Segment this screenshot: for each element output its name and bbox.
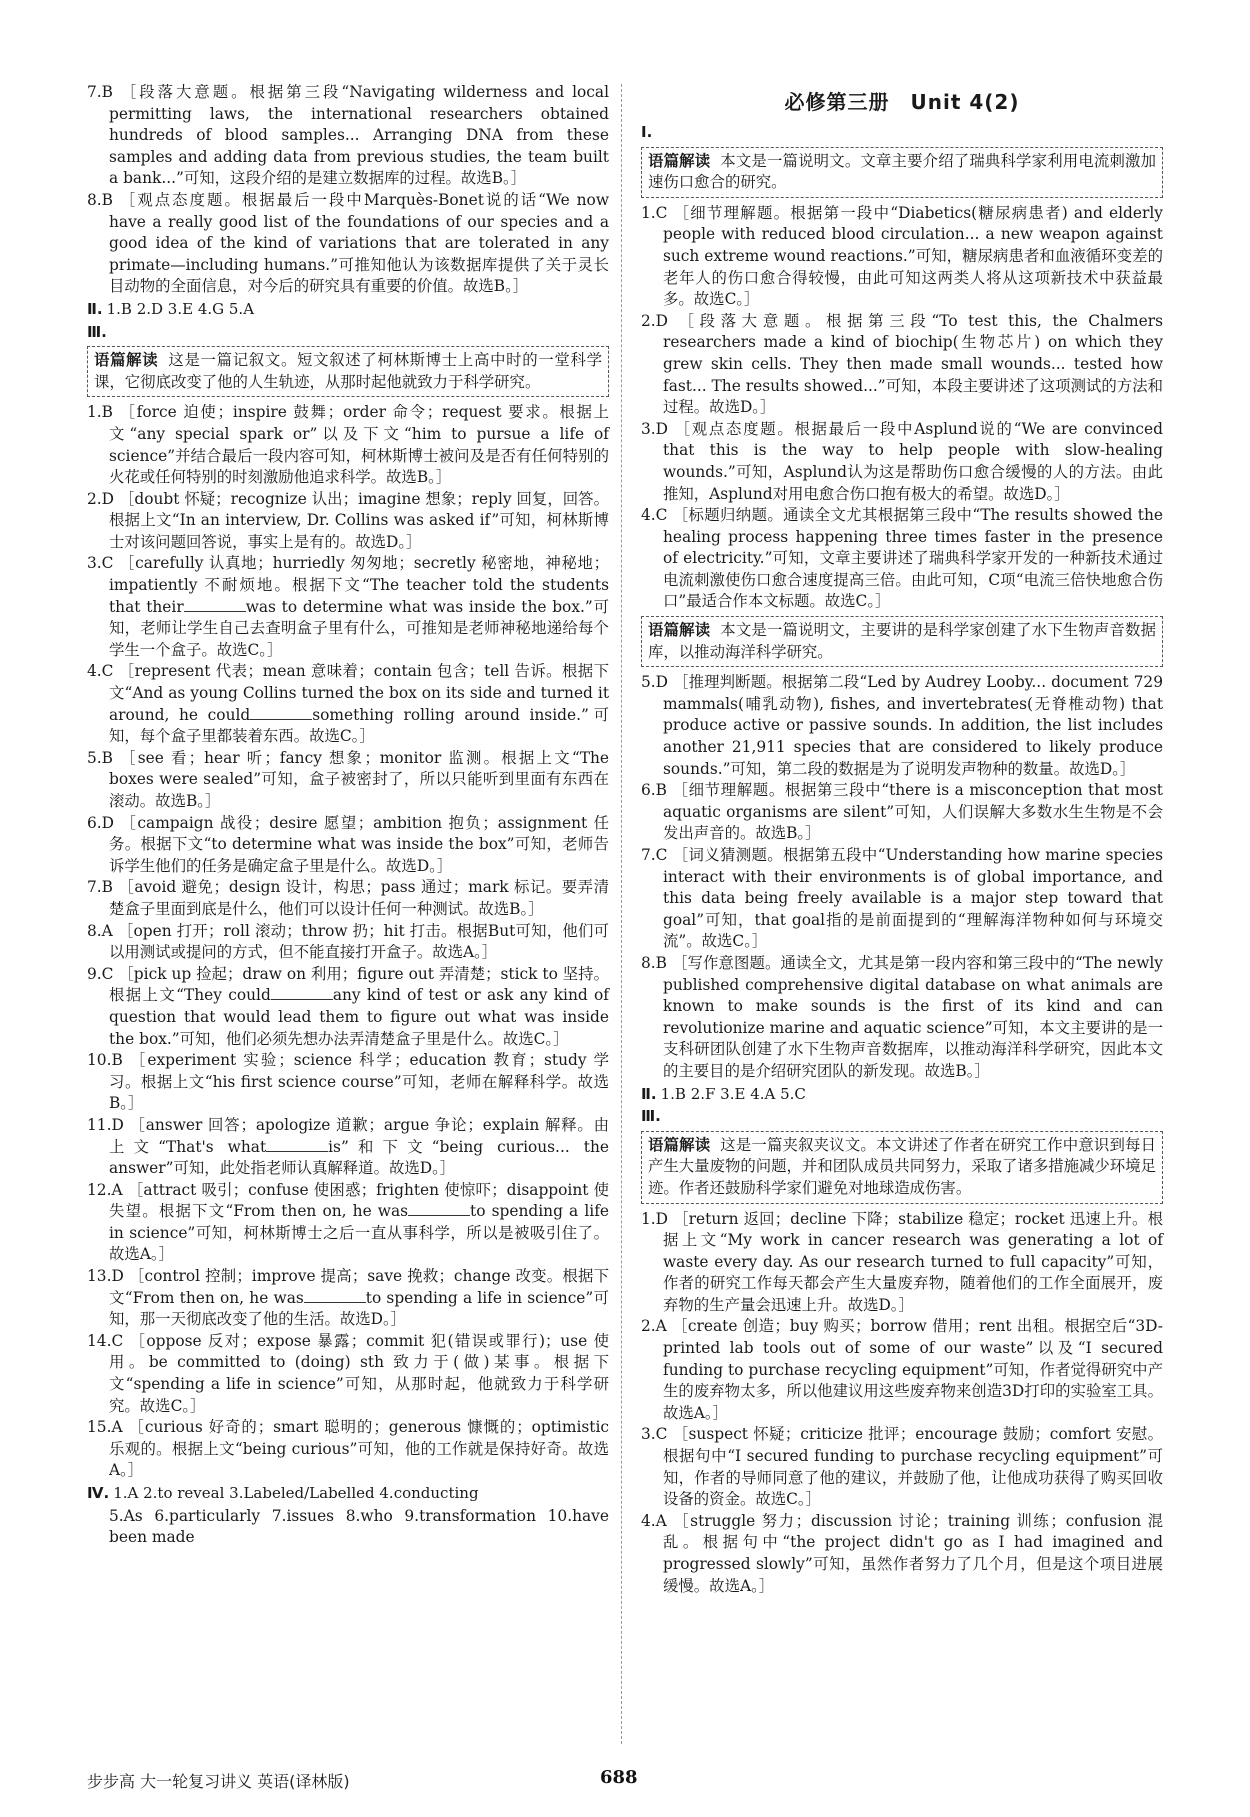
guide-tag: 语篇解读	[648, 621, 711, 640]
answer-item: 3.C ［carefully 认真地；hurriedly 匆匆地；secretly 秘密地，神秘地；impatiently 不耐烦地。根据下文“The teacher told the students that their was to determine what was inside the box.”可知，老师让学生自己去查明盒子里有什么，可推知是老师神秘地递给每个学生一个盒子。故选C。］	[87, 554, 609, 659]
passage-guide-box	[641, 616, 1163, 667]
guide-text: 这是一篇记叙文。短文叙述了柯林斯博士上高中时的一堂科学课，它彻底改变了他的人生轨迹，从那时起他就致力于科学研究。	[94, 351, 602, 391]
answer-item: 1.C ［细节理解题。根据第一段中“Diabetics(糖尿病患者) and elderly people with reduced blood circulation... a new weapon against such extreme wound reactions.”可知，糖尿病患者和血液循环变差的老年人的伤口愈合得较慢，由此可知这两类人将从这项新技术中获益最多。故选C。］	[641, 203, 1163, 309]
answer-item: 4.C ［represent 代表；mean 意味着；contain 包含；tell 告诉。根据下文“And as young Collins turned the box on its side and turned it around, he could something rolling around inside.”可知，每个盒子里都装着东西。故选C。］	[87, 662, 609, 746]
blank-line	[408, 1202, 470, 1216]
answer-item: 7.B ［avoid 避免；design 设计，构思；pass 通过；mark 标记。要弄清楚盒子里面到底是什么，他们可以设计任何一种测试。故选B。］	[87, 878, 609, 918]
answer-item: 4.A ［struggle 努力；discussion 讨论；training 训练；confusion 混乱。根据句中“the project didn't go as I had imagined and progressed slowly”可知，虽然作者努力了几个月，但是这个项目进展缓慢。故选A。］	[641, 1511, 1163, 1595]
answer-item: 3.C ［suspect 怀疑；criticize 批评；encourage 鼓励；comfort 安慰。根据句中“I secured funding to purchase recycling equipment”可知，作者的导师同意了他的建议，并鼓励了他，让他成功获得了购买回收设备的资金。故选C。］	[641, 1425, 1163, 1509]
answer-item: 8.B ［写作意图题。通读全文，尤其是第一段内容和第三段中的“The newly published comprehensive digital database on what animals are known to make sounds is the first of its kind and can revolutionize marine and aquatic science”可知，本文主要讲的是一支科研团队创建了水下生物声音数据库，以推动海洋科学研究，因此本文的主要目的是介绍研究团队的新发现。故选B。］	[641, 953, 1163, 1080]
answer-item: 8.B ［观点态度题。根据最后一段中Marquès-Bonet说的话“We now have a really good list of the foundations of our species and a good idea of the kind of variations that are tolerated in any primate—including humans.”可推知他认为该数据库提供了关于灵长目动物的全面信息，对今后的研究具有重要的价值。故选B。］	[87, 190, 609, 296]
guide-tag: 语篇解读	[648, 1135, 711, 1154]
answer-item: 5.B ［see 看；hear 听；fancy 想象；monitor 监测。根据上文“The boxes were sealed”可知，盒子被密封了，所以只能听到里面有东西在滚动。故选B。］	[87, 748, 609, 810]
section-three-heading: Ⅲ.	[87, 322, 107, 341]
answer-item: 8.A ［open 打开；roll 滚动；throw 扔；hit 打击。根据But可知，他们可以用测试或提问的方式，但不能直接打开盒子。故选A。］	[87, 921, 609, 962]
book-title-footer: 步步高 大一轮复习讲义 英语(译林版)	[87, 1772, 350, 1791]
section-one-heading: Ⅰ.	[641, 123, 653, 141]
guide-tag: 语篇解读	[648, 151, 711, 170]
guide-tag: 语篇解读	[94, 351, 159, 370]
passage-guide-box	[641, 1131, 1163, 1204]
answer-item: 4.C ［标题归纳题。通读全文尤其根据第三段中“The results showed the healing process happening three times faster in the presence of electricity.”可知，文章主要讲述了瑞典科学家开发的一种新技术通过电流刺激使伤口愈合速度提高三倍。由此可知，C项“电流三倍快地愈合伤口”最适合作本文标题。故选C。］	[641, 506, 1163, 611]
guide-text: 这是一篇夹叙夹议文。本文讲述了作者在研究工作中意识到每日产生大量废物的问题，并和团队成员共同努力，采取了诸多措施减少环境足迹。作者还鼓励科学家们避免对地球造成伤害。	[648, 1135, 1156, 1197]
answer-item: 2.A ［create 创造；buy 购买；borrow 借用；rent 出租。根据空后“3D-printed lab tools out of some of our waste”以及“I secured funding to purchase recycling equipment”可知，作者觉得研究中产生的废弃物太多，所以他建议用这些废弃物来创造3D打印的实验室工具。故选A。］	[641, 1317, 1163, 1422]
answer-item: 2.D ［doubt 怀疑；recognize 认出；imagine 想象；reply 回复，回答。根据上文“In an interview, Dr. Collins was asked if”可知，柯林斯博士对该问题回答说，事实上是有的。故选D。］	[87, 489, 609, 551]
passage-guide-box	[641, 147, 1163, 198]
passage-guide-box	[87, 346, 609, 397]
answer-item: 6.B ［细节理解题。根据第三段中“there is a misconception that most aquatic organisms are silent”可知，人们误解大多数水生生物是不会发出声音的。故选B。］	[641, 781, 1163, 843]
answer-item: 14.C ［oppose 反对；expose 暴露；commit 犯(错误或罪行)；use 使用。be committed to (doing) sth 致力于(做)某事。根据下文“spending a life in science”可知，从那时起，他就致力于科学研究。故选C。］	[87, 1331, 609, 1415]
answer-item: 13.D ［control 控制；improve 提高；save 挽救；change 改变。根据下文“From then on, he was to spending a life in science”可知，那一天彻底改变了他的生活。故选D。］	[87, 1267, 609, 1329]
section-four-answers: Ⅳ. 1.A 2.to reveal 3.Labeled/Labelled 4.conducting	[87, 1484, 479, 1502]
guide-text: 本文是一篇说明文。文章主要介绍了瑞典科学家利用电流刺激加速伤口愈合的研究。	[648, 151, 1156, 192]
unit-title: 必修第三册 Unit 4(2)	[784, 90, 1020, 114]
answer-item: 3.D ［观点态度题。根据最后一段中Asplund说的“We are convinced that this is the way to help people with slow-healing wounds.”可知，Asplund认为这是帮助伤口愈合缓慢的人的方法。由此推知，Asplund对用电愈合伤口抱有极大的希望。故选D。］	[641, 419, 1163, 503]
left-column	[87, 82, 609, 1549]
blank-line	[304, 1289, 366, 1303]
section-three-heading: Ⅲ.	[641, 1107, 661, 1126]
blank-line	[184, 598, 246, 612]
column-divider	[621, 84, 622, 1744]
answer-item: 15.A ［curious 好奇的；smart 聪明的；generous 慷慨的；optimistic 乐观的。根据上文“being curious”可知，他的工作就是保持好奇。故选A。］	[87, 1418, 609, 1480]
section-two-answers: Ⅱ. 1.B 2.D 3.E 4.G 5.A	[87, 299, 255, 318]
answer-item: 7.C ［词义猜测题。根据第五段中“Understanding how marine species interact with their environments is of global importance, and this data being freely available is a major step toward that goal”可知，that goal指的是前面提到的“理解海洋物种如何与环境交流”。故选C。］	[641, 846, 1163, 951]
answer-item: 10.B ［experiment 实验；science 科学；education 教育；study 学习。根据上文“his first science course”可知，老师在解释科学。故选B。］	[87, 1051, 609, 1113]
blank-line	[266, 1138, 328, 1152]
answer-item: 6.D ［campaign 战役；desire 愿望；ambition 抱负；assignment 任务。根据下文“to determine what was inside the box”可知，老师告诉学生他们的任务是确定盒子里是什么。故选D。］	[87, 813, 609, 875]
blank-line	[250, 706, 312, 720]
answer-item: 11.D ［answer 回答；apologize 道歉；argue 争论；explain 解释。由上文“That's what is”和下文“being curious... the answer”可知，此处指老师认真解释道。故选D。］	[87, 1115, 609, 1178]
answer-item: 12.A ［attract 吸引；confuse 使困惑；frighten 使惊吓；disappoint 使失望。根据下文“From then on, he was to spending a life in science”可知，柯林斯博士之后一直从事科学，所以是被吸引住了。故选A。］	[87, 1180, 609, 1264]
guide-text: 本文是一篇说明文，主要讲的是科学家创建了水下生物声音数据库，以推动海洋科学研究。	[648, 621, 1156, 661]
answer-item: 7.B ［段落大意题。根据第三段“Navigating wilderness and local permitting laws, the international researchers obtained hundreds of blood samples... Arranging DNA from these samples and adding data from previous studies, the team built a bank...”可知，这段介绍的是建立数据库的过程。故选B。］	[87, 83, 609, 188]
section-two-answers: Ⅱ. 1.B 2.F 3.E 4.A 5.C	[641, 1084, 806, 1103]
answer-item: 1.B ［force 迫使；inspire 鼓舞；order 命令；request 要求。根据上文“any special spark or”以及下文“him to pursue a life of science”并结合最后一段内容可知，柯林斯博士被问及是否有任何特别的火花或任何特别的时刻激励他追求科学。故选B。］	[87, 403, 609, 487]
answer-item: 2.D ［段落大意题。根据第三段“To test this, the Chalmers researchers made a kind of biochip(生物芯片) on which they grew skin cells. They then made small wounds... tested how fast... The results showed...”可知，本段主要讲述了这项测试的方法和过程。故选D。］	[641, 311, 1163, 417]
answer-item: 5.D ［推理判断题。根据第二段“Led by Audrey Looby... document 729 mammals(哺乳动物), fishes, and invertebrates(无脊椎动物) that produce active or passive sounds. In addition, the list includes another 21,911 species that are considered to likely produce sounds.”可知，第二段的数据是为了说明发声物种的数量。故选D。］	[641, 673, 1163, 778]
section-four-answers-line2: 5.As 6.particularly 7.issues 8.who 9.transformation 10.have been made	[109, 1506, 609, 1547]
page-number: 688	[600, 1767, 638, 1788]
right-column	[641, 82, 1163, 1597]
blank-line	[271, 986, 333, 1000]
answer-item: 9.C ［pick up 捡起；draw on 利用；figure out 弄清楚；stick to 坚持。根据上文“They could any kind of test or ask any kind of question that would lead them to figure out what was inside the box.”可知，他们必须先想办法弄清楚盒子里是什么。故选C。］	[87, 964, 609, 1048]
answer-item: 1.D ［return 返回；decline 下降；stabilize 稳定；rocket 迅速上升。根据上文“My work in cancer research was generating a lot of waste every day. As our research turned to full capacity”可知，作者的研究工作每天都会产生大量废弃物，随着他们的工作全面展开，废弃物的生产量会迅速上升。故选D。］	[641, 1209, 1163, 1314]
